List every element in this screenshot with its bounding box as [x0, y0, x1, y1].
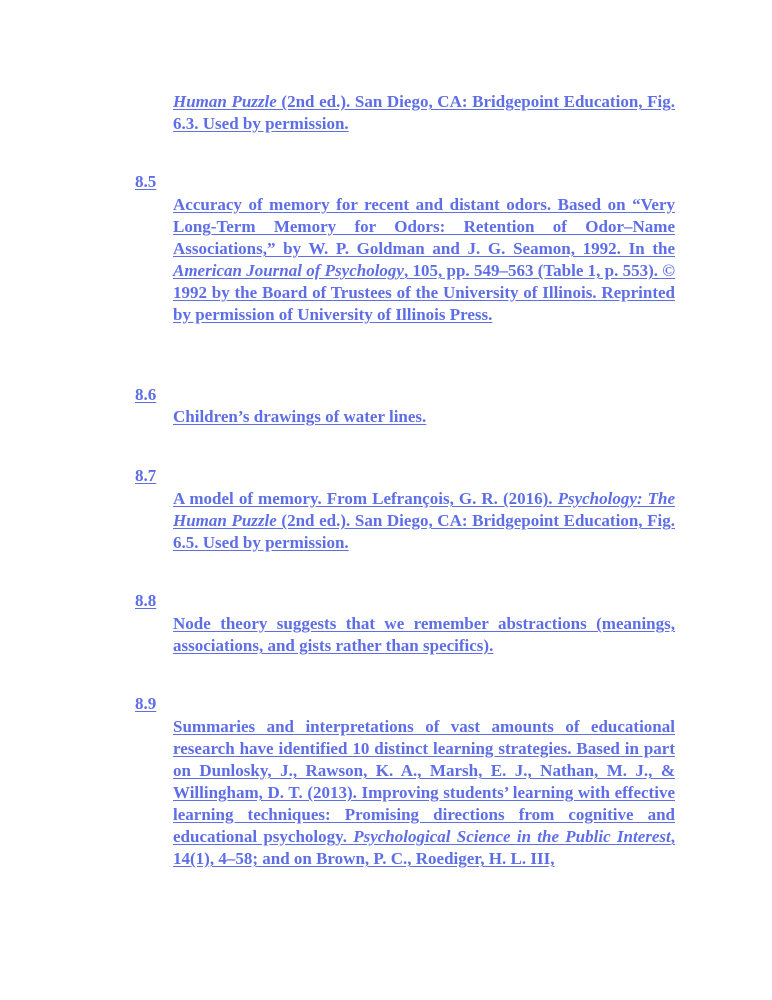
caption-part: (2nd ed.). San Diego, CA: Bridgepoint Education, Fig. 6.5. Used by permission. — [173, 511, 675, 552]
caption-part: Children’s drawings of water lines. — [173, 407, 427, 426]
figure-number-8-5[interactable]: 8.5 — [135, 172, 157, 191]
caption-part: American Journal of Psychology — [173, 261, 404, 280]
caption-part: (2nd ed.). San Diego, CA: Bridgepoint Education, Fig. 6.3. Used by permission. — [173, 92, 675, 133]
figure-caption-8-5[interactable] — [173, 194, 675, 326]
figure-caption-8-9[interactable] — [173, 716, 675, 870]
caption-part: Summaries and interpretations of vast amounts of educational research have identified 10 distinct learning strategies. Based in part on Dunlosky, J., Rawson, K. A., Marsh, E. J., Nathan, M. J., & Willingham, D. T. (2013). Improving students’ learning with effective learning techniques: Promising directions from cognitive and educational psychology. — [173, 717, 675, 846]
figure-number-8-9[interactable]: 8.9 — [135, 694, 157, 713]
caption-part: Psychological Science in the Public Interest — [353, 827, 671, 846]
caption-part: A model of memory. From Lefrançois, G. R. (2016). — [173, 489, 558, 508]
figure-number-8-7[interactable]: 8.7 — [135, 466, 157, 485]
caption-part: Psychology: The Human Puzzle — [173, 489, 676, 530]
caption-part: , 14(1), 4–58; and on Brown, P. C., Roediger, H. L. III, — [173, 827, 675, 868]
figure-caption-8-6[interactable] — [173, 406, 675, 428]
caption-part: Node theory suggests that we remember abstractions (meanings, associations, and gists rather than specifics). — [173, 614, 675, 655]
figure-number-8-6[interactable]: 8.6 — [135, 385, 157, 404]
figure-caption-continued[interactable] — [173, 91, 675, 135]
caption-part: Accuracy of memory for recent and distant odors. Based on “Very Long-Term Memory for Odors: Retention of Odor–Name Associations,” by W. P. Goldman and J. G. Seamon, 1992. In the — [173, 195, 675, 258]
figure-caption-8-7[interactable] — [173, 488, 675, 554]
figure-caption-8-8[interactable] — [173, 613, 675, 657]
caption-part: Human Puzzle — [173, 92, 277, 111]
figure-number-8-8[interactable]: 8.8 — [135, 591, 157, 610]
caption-part: , 105, pp. 549–563 (Table 1, p. 553). © 1992 by the Board of Trustees of the University of Illinois. Reprinted by permission of University of Illinois Press. — [173, 261, 676, 324]
